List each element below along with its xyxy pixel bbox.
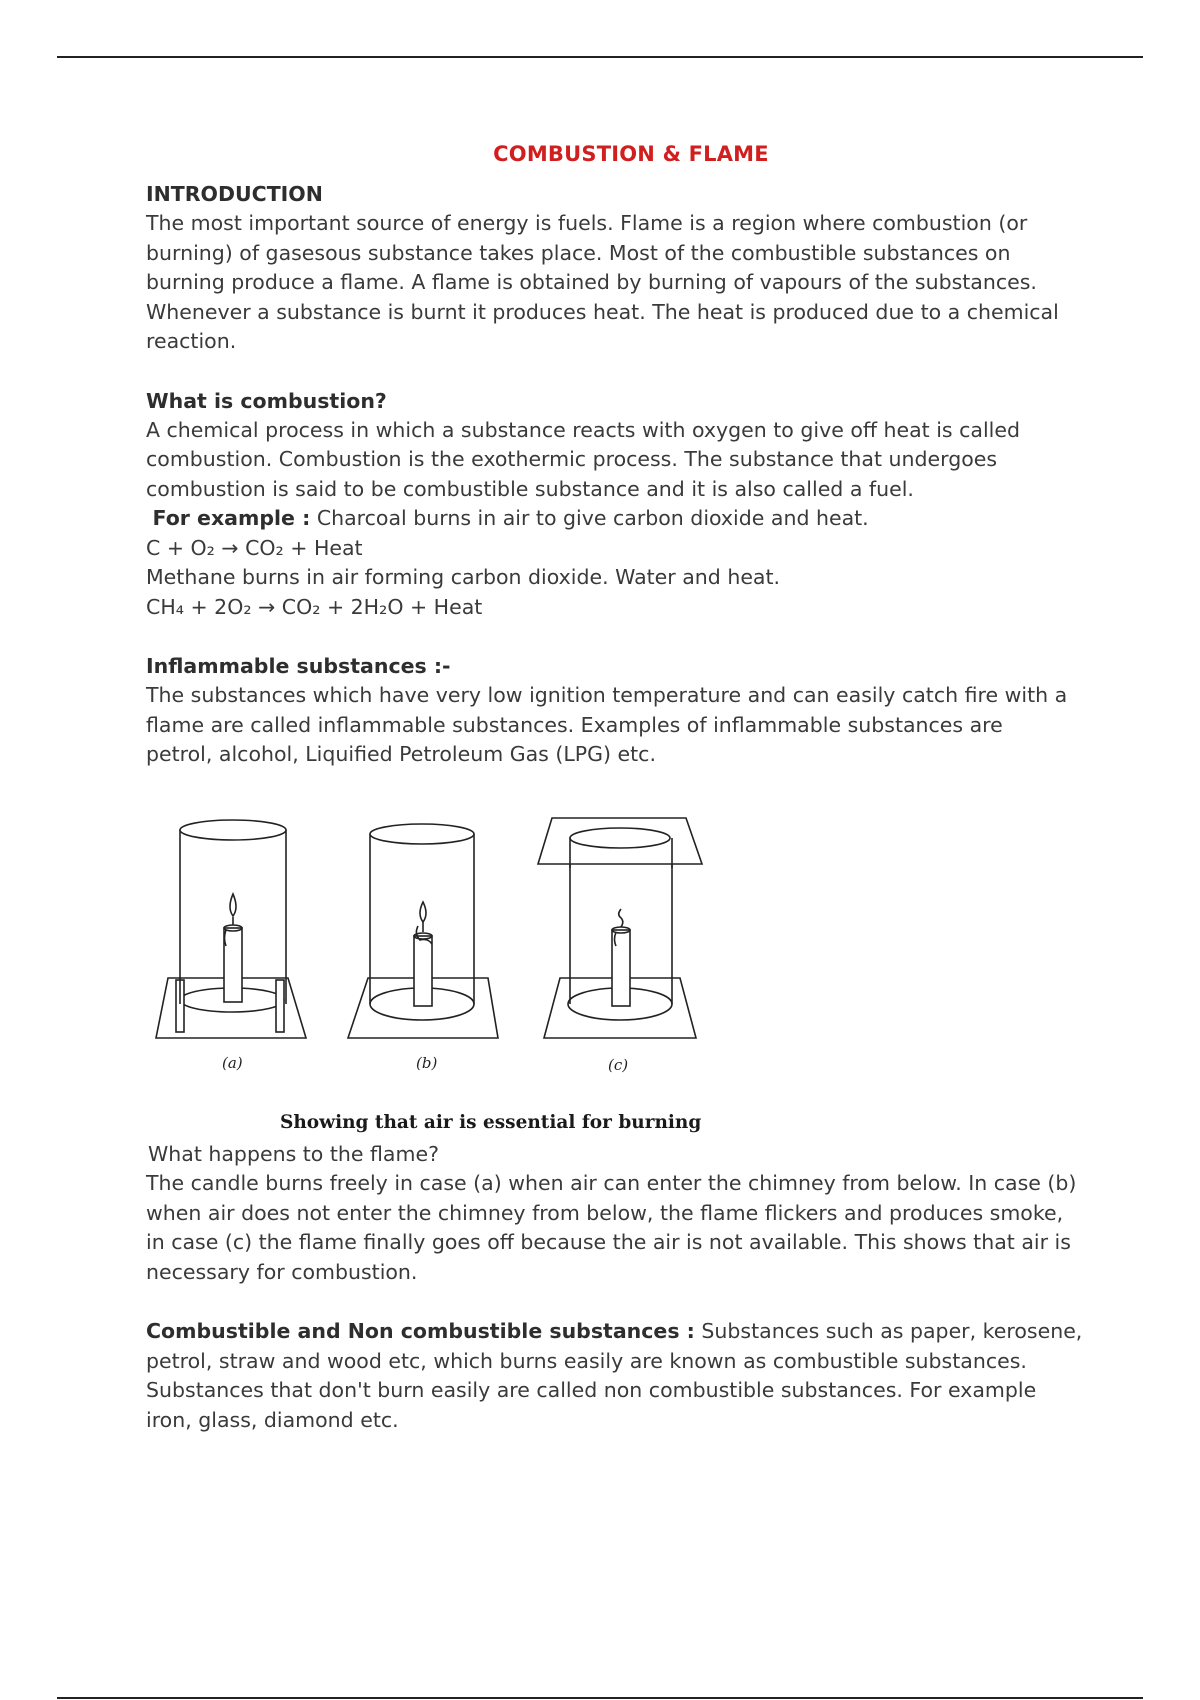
bottom-rule (57, 1697, 1143, 1699)
setup-b (348, 824, 498, 1038)
flame-answer-line: necessary for combustion. (146, 1259, 418, 1284)
combustion-heading: What is combustion? (146, 388, 387, 413)
combustible-first-text: Substances such as paper, kerosene, (694, 1319, 1083, 1343)
flame-answer-line: The candle burns freely in case (a) when air can enter the chimney from below. In case (b) (146, 1171, 1077, 1195)
combustion-line: A chemical process in which a substance reacts with oxygen to give off heat is called (146, 417, 1020, 442)
page-title: COMBUSTION & FLAME (493, 142, 769, 166)
combustible-section (146, 1317, 1086, 1435)
equation-charcoal: C + O₂ → CO₂ + Heat (146, 535, 363, 560)
candle-chimney-figure (146, 808, 766, 1108)
intro-line: burning) of gasesous substance takes place. Most of the combustible substances on (146, 240, 1011, 265)
combustible-line: petrol, straw and wood etc, which burns easily are known as combustible substances. (146, 1348, 1027, 1373)
example-label: For example : (152, 506, 311, 530)
intro-line: burning produce a flame. A flame is obtained by burning of vapours of the substances. (146, 270, 1037, 294)
flame-question: What happens to the flame? (148, 1141, 439, 1166)
combustion-line: combustion. Combustion is the exothermic process. The substance that undergoes (146, 447, 998, 471)
example-line (146, 504, 1086, 534)
inflammable-line: flame are called inflammable substances. Examples of inflammable substances are (146, 712, 1003, 737)
introduction-section (146, 180, 1086, 357)
equation-methane: CH₄ + 2O₂ → CO₂ + 2H₂O + Heat (146, 594, 483, 619)
inflammable-heading: Inflammable substances :- (146, 654, 451, 678)
inflammable-line: The substances which have very low ignition temperature and can easily catch fire with a (146, 683, 1068, 707)
flame-answer-line: in case (c) the flame finally goes off because the air is not available. This shows that air is (146, 1230, 1071, 1254)
flame-answer-line: when air does not enter the chimney from below, the flame flickers and produces smoke, (146, 1200, 1064, 1225)
introduction-heading: INTRODUCTION (146, 182, 323, 206)
combustible-label: Combustible and Non combustible substances : (146, 1319, 695, 1343)
combustible-line: Substances that don't burn easily are called non combustible substances. For example (146, 1378, 1037, 1402)
methane-text: Methane burns in air forming carbon dioxide. Water and heat. (146, 565, 781, 589)
label-c: (c) (608, 1055, 629, 1074)
combustion-line: combustion is said to be combustible substance and it is also called a fuel. (146, 476, 914, 501)
top-rule (57, 56, 1143, 58)
page-content (146, 142, 1086, 1435)
label-a: (a) (222, 1053, 243, 1072)
intro-line: reaction. (146, 329, 237, 353)
intro-line: Whenever a substance is burnt it produces heat. The heat is produced due to a chemical (146, 299, 1059, 324)
inflammable-section (146, 652, 1086, 770)
setup-c (538, 818, 702, 1038)
flame-answer (146, 1169, 1086, 1287)
candle-experiment-illustration (146, 808, 766, 1108)
inflammable-line: petrol, alcohol, Liquified Petroleum Gas (LPG) etc. (146, 742, 656, 766)
example-text: Charcoal burns in air to give carbon dioxide and heat. (310, 506, 869, 530)
figure-caption: Showing that air is essential for burning (280, 1111, 702, 1133)
combustible-first-line (146, 1317, 1086, 1347)
combustible-line: iron, glass, diamond etc. (146, 1407, 399, 1432)
setup-a (156, 820, 306, 1038)
label-b: (b) (416, 1053, 438, 1072)
intro-line: The most important source of energy is fuels. Flame is a region where combustion (or (146, 211, 1028, 235)
combustion-section (146, 387, 1086, 623)
flame-question-section (146, 1140, 1086, 1170)
